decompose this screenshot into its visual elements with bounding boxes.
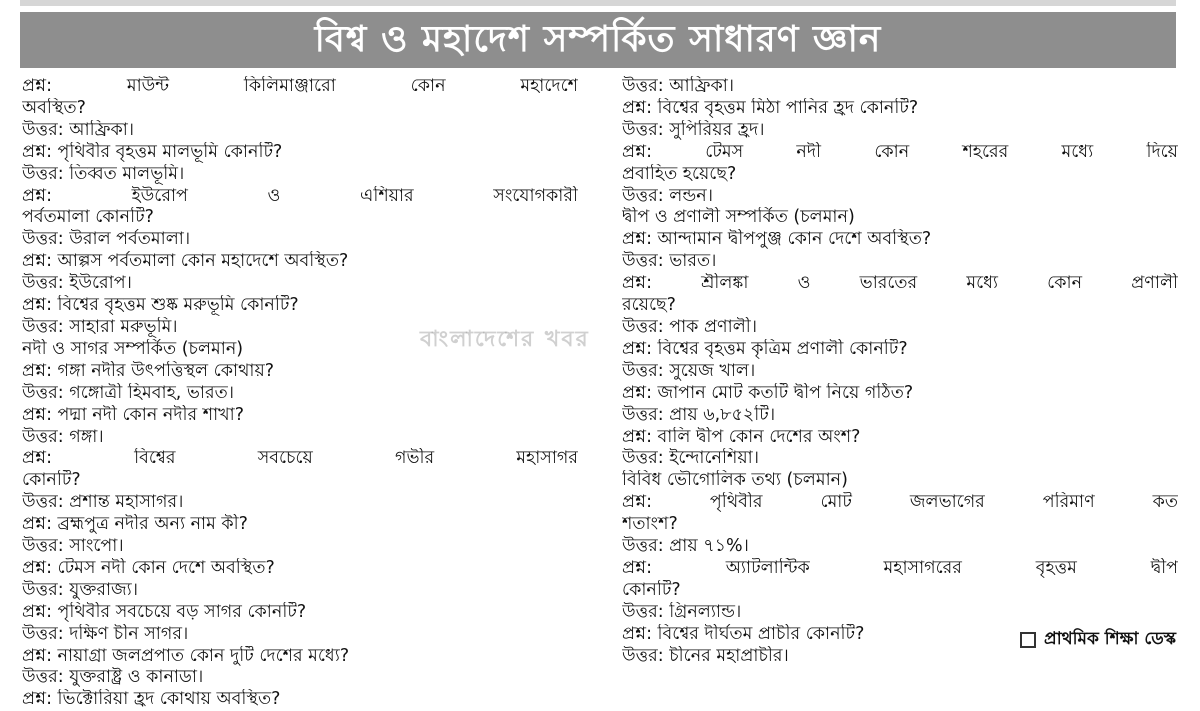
text-line: প্রশ্ন: আল্পস পর্বতমালা কোন মহাদেশে অবস্থিত?	[22, 251, 349, 272]
text-line: উত্তর: সুয়েজ খাল।	[622, 360, 756, 381]
text-line: উত্তর: প্রশান্ত মহাসাগর।	[22, 492, 184, 513]
text-line: কোনটি?	[622, 579, 681, 600]
page-title: বিশ্ব ও মহাদেশ সম্পর্কিত সাধারণ জ্ঞান	[20, 12, 1176, 68]
text-line: প্রশ্ন: বিশ্বের দীর্ঘতম প্রাচীর কোনটি?	[622, 623, 865, 644]
left-column	[22, 76, 578, 711]
text-line: প্রশ্ন: আন্দামান দ্বীপপুঞ্জ কোন দেশে অবস্থিত?	[622, 229, 932, 250]
text-line: পর্বতমালা কোনটি?	[22, 207, 154, 228]
text-line: প্রশ্ন: বিশ্বের বৃহত্তম মিঠা পানির হ্রদ কোনটি?	[622, 97, 919, 118]
text-line: প্রশ্ন: ইউরোপ ও এশিয়ার সংযোগকারী	[22, 185, 578, 206]
text-line: উত্তর: পাক প্রণালী।	[622, 316, 758, 337]
text-line: প্রবাহিত হয়েছে?	[622, 163, 737, 184]
text-line: উত্তর: যুক্তরাষ্ট্র ও কানাডা।	[22, 667, 204, 688]
text-line: প্রশ্ন: ভিক্টোরিয়া হ্রদ কোথায় অবস্থিত?	[22, 689, 281, 710]
credit-text: প্রাথমিক শিক্ষা ডেস্ক	[1044, 629, 1176, 649]
text-line: উত্তর: সাংপো।	[22, 536, 124, 557]
text-line: কোনটি?	[22, 470, 81, 491]
text-line: উত্তর: দক্ষিণ চীন সাগর।	[22, 623, 189, 644]
text-line: উত্তর: সাহারা মরুভূমি।	[22, 316, 178, 337]
text-line: উত্তর: আফ্রিকা।	[22, 119, 135, 140]
text-line: প্রশ্ন: বিশ্বের সবচেয়ে গভীর মহাসাগর	[22, 448, 578, 469]
text-line: প্রশ্ন: বিশ্বের বৃহত্তম কৃত্রিম প্রণালী কোনটি?	[622, 338, 908, 359]
text-line: প্রশ্ন: টেমস নদী কোন দেশে অবস্থিত?	[22, 557, 275, 578]
text-line: উত্তর: তিব্বত মালভূমি।	[22, 163, 185, 184]
text-line: বিবিধ ভৌগোলিক তথ্য (চলমান)	[622, 470, 848, 491]
text-line: প্রশ্ন: অ্যাটলান্টিক মহাসাগরের বৃহত্তম দ্বীপ	[622, 557, 1178, 578]
text-line: উত্তর: চীনের মহাপ্রাচীর।	[622, 645, 789, 666]
watermark: বাংলাদেশের খবর	[420, 327, 590, 352]
text-line: উত্তর: উরাল পর্বতমালা।	[22, 229, 191, 250]
text-line: উত্তর: গ্রিনল্যান্ড।	[622, 601, 742, 622]
text-line: অবস্থিত?	[22, 97, 86, 118]
top-rule	[20, 0, 1176, 6]
text-line: শতাংশ?	[622, 514, 678, 535]
text-line: প্রশ্ন: পৃথিবীর মোট জলভাগের পরিমাণ কত	[622, 492, 1178, 513]
text-line: প্রশ্ন: বিশ্বের বৃহত্তম শুষ্ক মরুভূমি কোনটি?	[22, 295, 299, 316]
text-line: উত্তর: ভারত।	[622, 251, 717, 272]
text-line: উত্তর: ইন্দোনেশিয়া।	[622, 448, 759, 469]
text-line: উত্তর: যুক্তরাজ্য।	[22, 579, 139, 600]
text-line: উত্তর: ইউরোপ।	[22, 273, 132, 294]
text-line: প্রশ্ন: গঙ্গা নদীর উৎপত্তিস্থল কোথায়?	[22, 360, 275, 381]
text-line: প্রশ্ন: পৃথিবীর বৃহত্তম মালভূমি কোনটি?	[22, 141, 283, 162]
text-line: প্রশ্ন: মাউন্ট কিলিমাঞ্জারো কোন মহাদেশে	[22, 76, 578, 96]
square-icon	[1020, 632, 1036, 648]
text-line: প্রশ্ন: পৃথিবীর সবচেয়ে বড় সাগর কোনটি?	[22, 601, 307, 622]
credit-line	[1020, 626, 1176, 654]
text-line: প্রশ্ন: টেমস নদী কোন শহরের মধ্যে দিয়ে	[622, 141, 1178, 162]
text-line: রয়েছে?	[622, 295, 676, 316]
right-column	[622, 76, 1178, 667]
text-line: উত্তর: প্রায় ৬,৮৫২টি।	[622, 404, 776, 425]
text-line: উত্তর: লন্ডন।	[622, 185, 713, 206]
text-line: প্রশ্ন: নায়াগ্রা জলপ্রপাত কোন দুটি দেশের মধ্যে?	[22, 645, 350, 666]
text-line: প্রশ্ন: ব্রহ্মপুত্র নদীর অন্য নাম কী?	[22, 514, 248, 535]
text-line: উত্তর: গঙ্গা।	[22, 426, 104, 447]
text-line: উত্তর: গঙ্গোত্রী হিমবাহ, ভারত।	[22, 382, 235, 403]
text-line: প্রশ্ন: পদ্মা নদী কোন নদীর শাখা?	[22, 404, 245, 425]
text-line: দ্বীপ ও প্রণালী সম্পর্কিত (চলমান)	[622, 207, 855, 228]
text-line: প্রশ্ন: জাপান মোট কতটি দ্বীপ নিয়ে গঠিত?	[622, 382, 914, 403]
text-line: উত্তর: সুপিরিয়র হ্রদ।	[622, 119, 765, 140]
text-line: উত্তর: আফ্রিকা।	[622, 76, 735, 96]
text-line: উত্তর: প্রায় ৭১%।	[622, 536, 749, 557]
text-line: প্রশ্ন: বালি দ্বীপ কোন দেশের অংশ?	[622, 426, 861, 447]
text-line: নদী ও সাগর সম্পর্কিত (চলমান)	[22, 338, 244, 359]
text-line: প্রশ্ন: শ্রীলঙ্কা ও ভারতের মধ্যে কোন প্রণালী	[622, 273, 1178, 294]
